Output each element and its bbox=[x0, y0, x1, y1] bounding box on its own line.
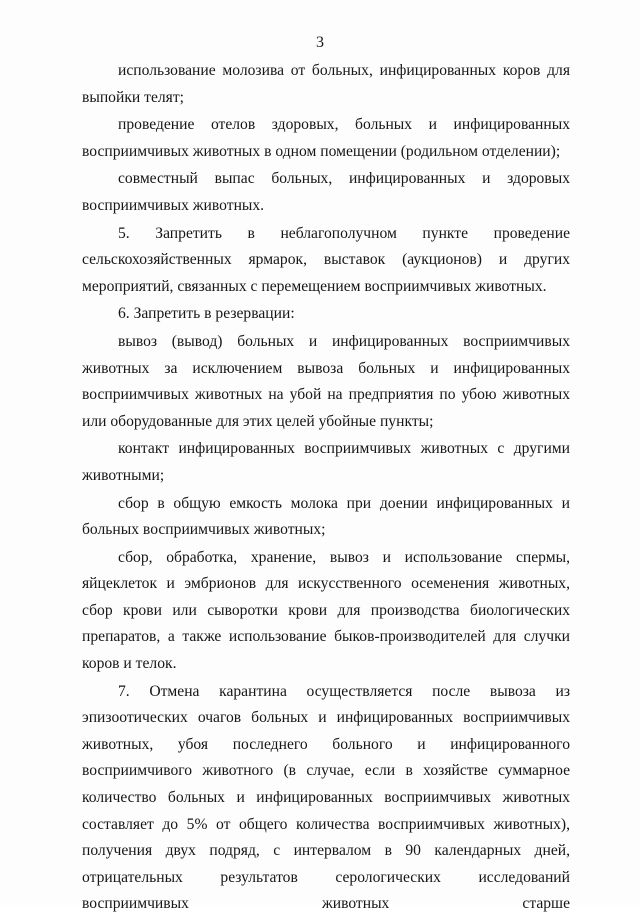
paragraph-item-5: 5. Запретить в неблагополучном пункте проведение сельскохозяйственных ярмарок, выставок (аукционов) и других мероприятий, связанных с перемещением восприимчивых животных. bbox=[82, 224, 570, 295]
paragraph-sperm: сбор, обработка, хранение, вывоз и использование спермы, яйцеклеток и эмбрионов для искусственного осеменения животных, сбор крови или сыворотки крови для производства биологических препаратов, а также использование быков-производителей для случки коров и телок. bbox=[82, 548, 570, 673]
paragraph-milk: сбор в общую емкость молока при доении инфицированных и больных восприимчивых животных; bbox=[82, 494, 570, 539]
paragraph-colostrum: использование молозива от больных, инфицированных коров для выпойки телят; bbox=[82, 62, 570, 106]
page-number: 3 bbox=[316, 34, 324, 51]
paragraph-calving: проведение отелов здоровых, больных и инфицированных восприимчивых животных в одном помещении (родильном отделении); bbox=[82, 116, 570, 160]
paragraph-contact: контакт инфицированных восприимчивых животных с другими животными; bbox=[82, 440, 570, 484]
paragraph-item-6: 6. Запретить в резервации: bbox=[118, 305, 295, 323]
paragraph-item-7: 7. Отмена карантина осуществляется после вывоза из эпизоотических очагов больных и инфицированных восприимчивых животных, убоя последнего больного и инфицированного восприимчивого животного (в случае, если в хозяйстве суммарное количество больных и инфицированных восприимчивых животных составляет до 5% от общего количества восприимчивых животных), получения двух подряд, с интервалом в 90 календарных дней, отрицательных результатов серологических исследований восприимчивых животных старше bbox=[82, 682, 570, 913]
paragraph-grazing: совместный выпас больных, инфицированных и здоровых восприимчивых животных. bbox=[82, 170, 570, 214]
paragraph-removal: вывоз (вывод) больных и инфицированных восприимчивых животных за исключением вывоза больных и инфицированных восприимчивых животных на убой на предприятия по убою животных или оборудованные для этих целей убойные пункты; bbox=[82, 332, 570, 430]
document-body bbox=[82, 58, 570, 918]
